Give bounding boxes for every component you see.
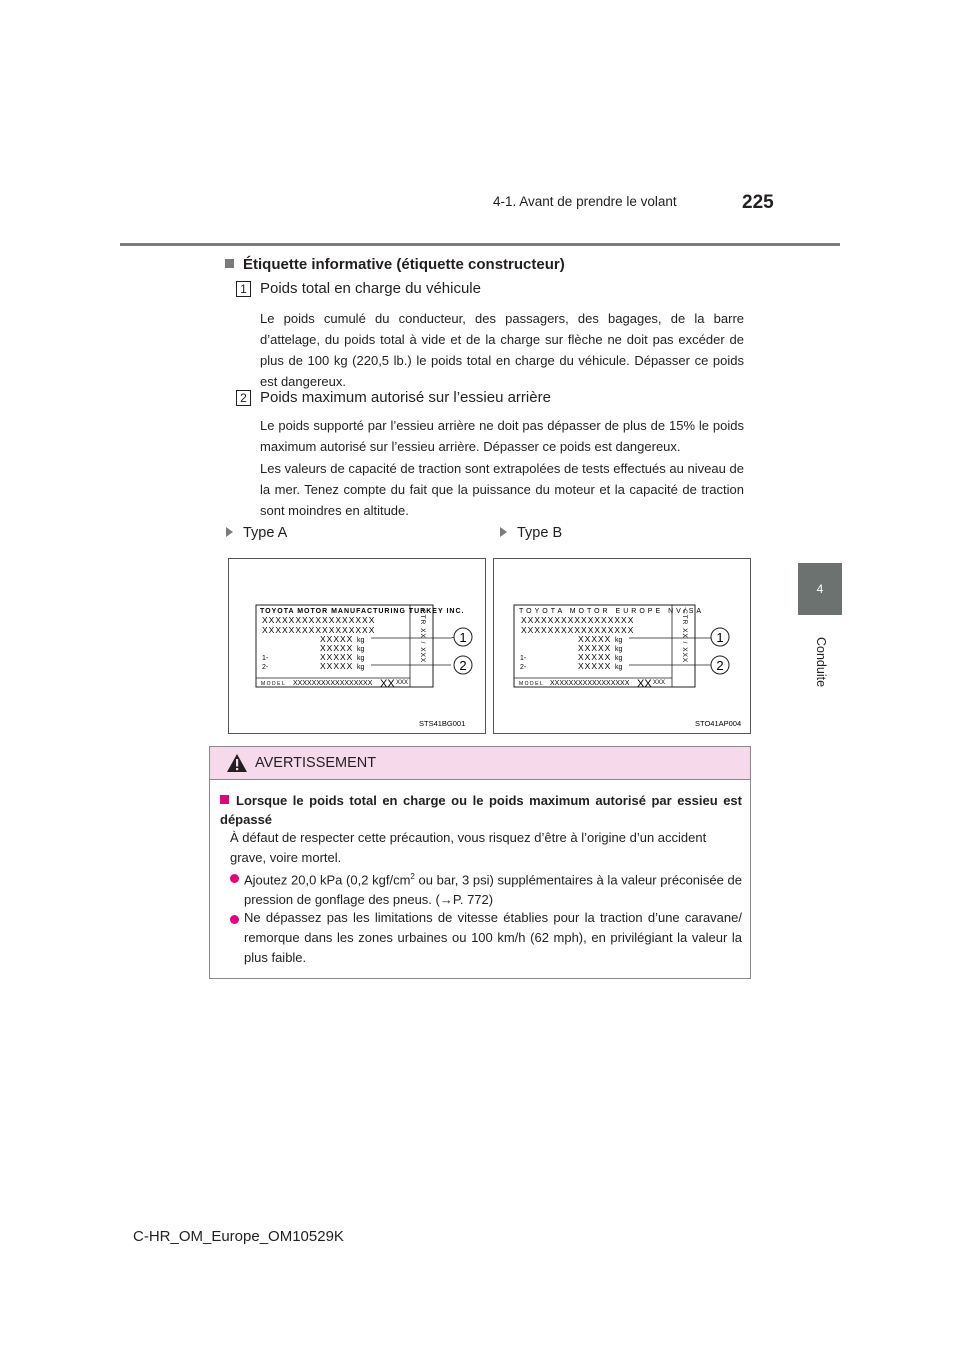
label-unit: kg xyxy=(357,637,365,644)
label-weight: XXXXX xyxy=(320,652,354,662)
type-a-label: Type A xyxy=(226,525,287,541)
label-unit: kg xyxy=(615,646,623,653)
label-unit: kg xyxy=(357,646,365,653)
label-line: XXXXXXXXXXXXXXXXX xyxy=(262,625,376,635)
chapter-tab-label: Conduite xyxy=(814,636,828,688)
label-weight: XXXXX xyxy=(578,661,612,671)
warning-bullet-tire-pressure: Ajoutez 20,0 kPa (0,2 kgf/$cm^2$ ou bar, 3 psi) supplémentaires à la valeur préconisée de pression de gonflage des pneus. (→P. 772) xyxy=(244,872,742,908)
label-model-value: XXXXXXXXXXXXXXXXX xyxy=(550,680,630,687)
label-weight: XXXXX xyxy=(320,634,354,644)
item-title-1: Poids total en charge du véhicule xyxy=(260,280,481,297)
label-weight: XXXXX xyxy=(578,652,612,662)
label-line: XXXXXXXXXXXXXXXXX xyxy=(521,625,635,635)
callout-1: 1 xyxy=(716,630,724,645)
pink-dot-bullet-icon xyxy=(230,874,239,883)
label-unit: kg xyxy=(615,664,623,671)
item-badge-2: 2 xyxy=(236,390,251,406)
triangle-right-icon xyxy=(500,527,507,537)
item-title-2: Poids maximum autorisé sur l’essieu arrière xyxy=(260,389,551,406)
label-maker: TOYOTA MOTOR EUROPE NV/SA xyxy=(519,608,705,615)
warning-header xyxy=(210,747,750,780)
label-model-suffix: XXX xyxy=(396,680,409,686)
item-paragraph: Le poids cumulé du conducteur, des passagers, des bagages, de la barre d’attelage, du poids total à vide et de la charge sur flèche ne doit pas excéder de plus de 100 kg (220,5 lb.) le poids total en charge du véhicule. Dépasser ce poids est dangereux. xyxy=(260,311,744,389)
square-bullet-icon xyxy=(225,259,234,268)
label-illustration-b xyxy=(494,559,750,733)
item-badge-1: 1 xyxy=(236,281,251,297)
section-title: Étiquette informative (étiquette constructeur) xyxy=(243,256,565,273)
header-rule xyxy=(120,243,840,246)
label-illustration-a xyxy=(229,559,485,733)
label-model-code: XX xyxy=(380,678,395,690)
label-model: MODEL xyxy=(261,681,287,687)
label-weight: XXXXX xyxy=(320,643,354,653)
chapter-tab[interactable]: 4 xyxy=(798,563,842,615)
callout-2: 2 xyxy=(459,658,467,673)
figure-label-type-b xyxy=(493,558,751,734)
arrow-right-icon: → xyxy=(439,892,453,908)
label-unit: kg xyxy=(357,664,365,671)
chapter-title: 4-1. Avant de prendre le volant xyxy=(493,194,677,209)
label-model-suffix: XXX xyxy=(653,680,666,686)
item-paragraph: Le poids supporté par l’essieu arrière ne doit pas dépasser de plus de 15% le poids maximum autorisé sur l’essieu arrière. Dépasser ce poids est dangereux. xyxy=(260,418,744,454)
label-weight: XXXXX xyxy=(578,643,612,653)
warning-intro: À défaut de respecter cette précaution, vous risquez d’être à l’origine d’un accident grave, voire mortel. xyxy=(230,830,707,865)
label-axle: 1- xyxy=(520,655,527,662)
figure-code: STS41BG001 xyxy=(419,719,466,728)
warning-box xyxy=(209,746,751,979)
label-line: XXXXXXXXXXXXXXXXX xyxy=(262,615,376,625)
warning-triangle-icon xyxy=(226,753,248,773)
label-model-code: XX xyxy=(637,678,652,690)
label-line: XXXXXXXXXXXXXXXXX xyxy=(521,615,635,625)
triangle-right-icon xyxy=(226,527,233,537)
label-weight: XXXXX xyxy=(320,661,354,671)
figure-label-type-a xyxy=(228,558,486,734)
type-b-label: Type B xyxy=(500,525,562,541)
label-side-codes: CTR XX / XXX xyxy=(681,609,688,664)
label-side-codes: CTR XX / XXX xyxy=(419,609,426,664)
item-paragraph: Les valeurs de capacité de traction sont extrapolées de tests effectués au niveau de la mer. Tenez compte du fait que la puissance du moteur et la capacité de traction sont moindres en altitude. xyxy=(260,461,744,518)
label-axle: 1- xyxy=(262,655,269,662)
label-model: MODEL xyxy=(519,681,545,687)
label-maker: TOYOTA MOTOR MANUFACTURING TURKEY INC. xyxy=(260,608,465,615)
label-axle: 2- xyxy=(520,664,527,671)
label-axle: 2- xyxy=(262,664,269,671)
warning-heading: Lorsque le poids total en charge ou le poids maximum autorisé par essieu est dépassé xyxy=(220,793,742,827)
pink-square-bullet-icon xyxy=(220,795,229,804)
warning-title: AVERTISSEMENT xyxy=(255,755,377,771)
figure-code: STO41AP004 xyxy=(695,719,742,728)
label-unit: kg xyxy=(357,655,365,662)
pink-dot-bullet-icon xyxy=(230,915,239,924)
label-model-value: XXXXXXXXXXXXXXXXX xyxy=(293,680,373,687)
callout-1: 1 xyxy=(459,630,467,645)
document-footer: C-HR_OM_Europe_OM10529K xyxy=(133,1228,344,1245)
label-weight: XXXXX xyxy=(578,634,612,644)
label-unit: kg xyxy=(615,637,623,644)
label-unit: kg xyxy=(615,655,623,662)
section-heading xyxy=(225,256,565,273)
warning-bullet-speed-limit: Ne dépassez pas les limitations de vitesse établies pour la traction d’une caravane/ remorque dans les zones urbaines ou 100 km/h (62 mph), en privilégiant la valeur la plus faible. xyxy=(244,910,742,965)
page-number: 225 xyxy=(742,192,774,213)
callout-2: 2 xyxy=(716,658,724,673)
